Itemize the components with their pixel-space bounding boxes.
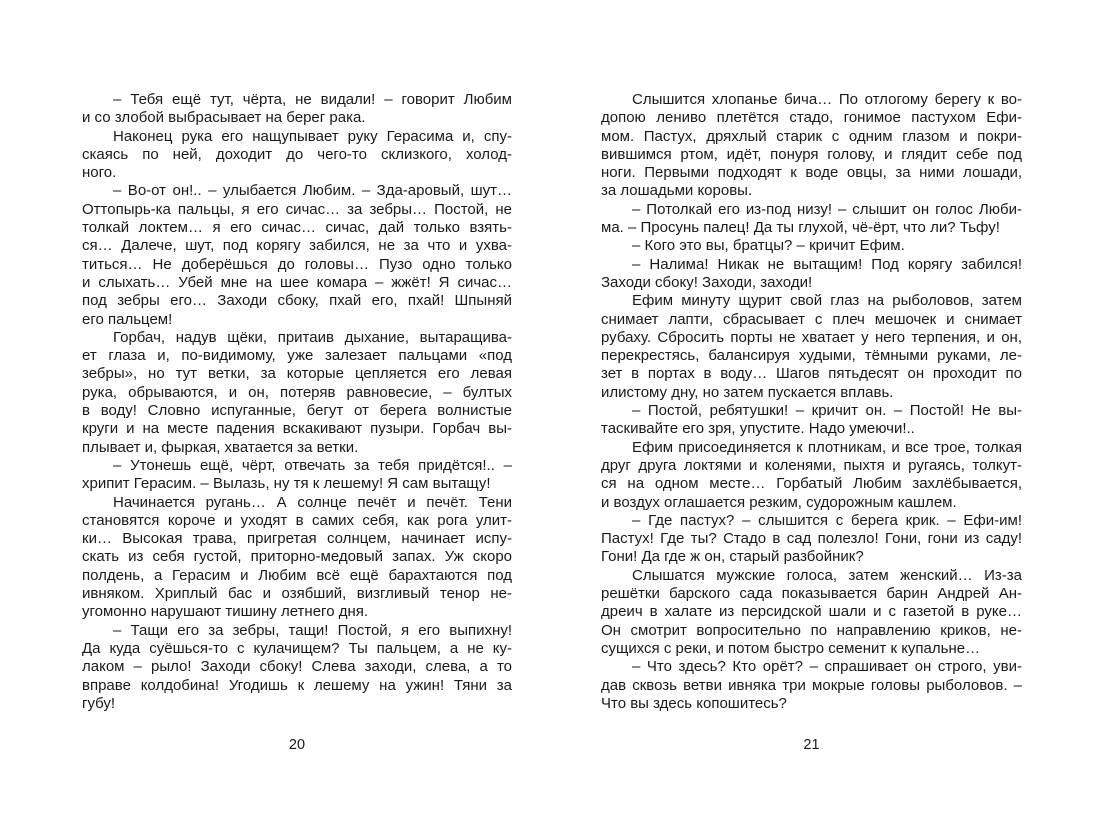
text-line: зебры», но тут ветки, за которые цепляется его левая xyxy=(82,365,512,383)
paragraph xyxy=(82,457,512,494)
text-line: под зебры его… Заходи сбоку, пхай его, пхай! Шпыняй xyxy=(82,292,512,310)
text-line: Горбач, надув щёки, притаив дыхание, вытаращива- xyxy=(113,328,512,346)
text-line: – Тащи его за зебры, тащи! Постой, я его выпихну! xyxy=(113,621,512,639)
text-line: титься… Не доберёшься до головы… Пузо одно только xyxy=(82,255,512,273)
text-line: угомонно нарушают тишину летнего дня. xyxy=(82,603,369,621)
text-line: Слышатся мужские голоса, затем женский… Из-за xyxy=(632,566,1022,584)
page-left-number: 20 xyxy=(288,737,306,753)
text-line: перекрестясь, балансируя худыми, тёмными руками, ле- xyxy=(601,347,1022,365)
text-line: Оттопырь-ка пальцы, я его сичас… за зебры… Постой, не xyxy=(82,200,512,218)
text-line: за лошадьми коровы. xyxy=(601,182,753,200)
text-line: скаясь по ней, доходит до чего-то склизкого, холод- xyxy=(82,145,512,163)
paragraph xyxy=(601,402,1022,439)
text-line: Ефим присоединяется к плотникам, и все трое, толкая xyxy=(632,438,1022,456)
text-line: Что вы здесь копошитесь? xyxy=(601,694,787,712)
page-left-text-column xyxy=(82,91,512,713)
paragraph xyxy=(82,128,512,183)
text-line: Заходи сбоку! Заходи, заходи! xyxy=(601,273,813,291)
text-line: лаком – рыло! Заходи сбоку! Слева заходи, слева, а то xyxy=(82,658,512,676)
text-line: допою лениво плетётся стадо, гонимое пастухом Ефи- xyxy=(601,109,1022,127)
text-line: вправе колдобина! Угодишь к лешему на ужин! Тяни за xyxy=(82,676,512,694)
text-line: и воздух оглашается резким, судорожным кашлем. xyxy=(601,493,957,511)
paragraph xyxy=(601,91,1022,201)
text-line: дреич в халате из персидской шали и с газетой в руке… xyxy=(601,603,1022,621)
text-line: ся на одном месте… Горбатый Любим захлёбывается, xyxy=(601,475,1022,493)
text-line: снимает лапти, сбрасывает с плеч мешочек и снимает xyxy=(601,310,1022,328)
text-line: и слыхать… Убей мне на шее комара – жжёт! Я сичас… xyxy=(82,273,512,291)
text-line: илистому дну, но затем пускается вплавь. xyxy=(601,383,894,401)
text-line: – Налима! Никак не вытащим! Под корягу забился! xyxy=(632,255,1022,273)
text-line: ся… Далече, шут, под корягу забился, не за что и ухва- xyxy=(82,237,512,255)
text-line: таскивайте его зря, упустите. Надо умеючи!.. xyxy=(601,420,915,438)
page-right-number: 21 xyxy=(803,737,820,753)
text-line: его пальцем! xyxy=(82,310,173,328)
text-line: Пастух! Где ты? Стадо в сад полезло! Гони, гони из саду! xyxy=(601,530,1022,548)
text-line: плывает и, фыркая, хватается за ветки. xyxy=(82,438,359,456)
page-right-text-column xyxy=(601,91,1022,713)
paragraph xyxy=(601,658,1022,713)
text-line: рука, обрываются, и он, потеряв равновесие, – бултых xyxy=(82,383,512,401)
text-line: круги и на месте падения вскакивают пузыри. Горбач вы- xyxy=(82,420,512,438)
text-line: Начинается ругань… А солнце печёт и печёт. Тени xyxy=(113,493,512,511)
text-line: и со злобой выбрасывает на берег рака. xyxy=(82,109,366,127)
text-line: толкай локтем… я его сичас… сичас, дай только взять- xyxy=(82,219,512,237)
text-line: ноги. Первыми подходят к воде овцы, за ними лошади, xyxy=(601,164,1022,182)
text-line: ма. – Просунь палец! Да ты глухой, чё-ёрт, что ли? Тьфу! xyxy=(601,219,1000,237)
text-line: вившимся ртом, идёт, понуря голову, и глядит себе под xyxy=(601,145,1022,163)
text-line: – Во-от он!.. – улыбается Любим. – Зда-аровый, шут… xyxy=(113,182,512,200)
text-line: – Постой, ребятушки! – кричит он. – Постой! Не вы- xyxy=(632,402,1022,420)
text-line: в воду! Словно испуганные, бегут от берега волнистые xyxy=(82,402,512,420)
text-line: ки… Высокая трава, пригретая солнцем, начинает испу- xyxy=(82,530,512,548)
text-line: дав сквозь ветви ивняка три мокрые головы рыболовов. – xyxy=(601,676,1022,694)
paragraph xyxy=(601,439,1022,512)
text-line: мом. Пастух, дряхлый старик с одним глазом и покри- xyxy=(601,127,1022,145)
paragraph xyxy=(82,182,512,328)
paragraph xyxy=(601,201,1022,238)
text-line: зет в портах в воду… Шагов пятьдесят он проходит по xyxy=(601,365,1022,383)
text-line: – Потолкай его из-под низу! – слышит он голос Люби- xyxy=(632,200,1022,218)
paragraph xyxy=(601,512,1022,567)
text-line: губу! xyxy=(82,694,116,712)
paragraph xyxy=(601,237,1022,255)
text-line: полдень, а Герасим и Любим всё ещё барахтаются под xyxy=(82,566,512,584)
text-line: – Что здесь? Кто орёт? – спрашивает он строго, уви- xyxy=(632,658,1022,676)
text-line: Слышится хлопанье бича… По отлогому берегу к во- xyxy=(632,91,1022,108)
text-line: – Кого это вы, братцы? – кричит Ефим. xyxy=(632,237,905,255)
text-line: друг друга локтями и коленями, пыхтя и ругаясь, толкут- xyxy=(601,456,1022,474)
text-line: – Где пастух? – слышится с берега крик. – Ефи-им! xyxy=(632,511,1022,529)
text-line: Наконец рука его нащупывает руку Герасима и, спу- xyxy=(113,127,512,145)
text-line: сущихся с реки, и потом быстро семенит к купальне… xyxy=(601,639,981,657)
text-line: скать из себя густой, приторно-медовый запах. Уж скоро xyxy=(82,548,512,566)
text-line: решётки барского сада показывается барин Андрей Ан- xyxy=(601,585,1022,603)
text-line: рубаху. Сбросить порты не хватает у него терпения, и он, xyxy=(601,328,1022,346)
paragraph xyxy=(601,256,1022,293)
paragraph xyxy=(82,91,512,128)
text-line: становятся короче и уходят в самих себя, как рога улит- xyxy=(82,511,512,529)
text-line: Гони! Да где ж он, старый разбойник? xyxy=(601,548,864,566)
paragraph xyxy=(82,329,512,457)
text-line: ного. xyxy=(82,164,117,182)
text-line: ет глаза и, по-видимому, уже залезает пальцами «под xyxy=(82,347,512,365)
text-line: – Тебя ещё тут, чёрта, не видали! – говорит Любим xyxy=(113,91,512,108)
text-line: Ефим минуту щурит свой глаз на рыболовов, затем xyxy=(632,292,1022,310)
paragraph xyxy=(82,622,512,713)
text-line: хрипит Герасим. – Вылазь, ну тя к лешему! Я сам вытащу! xyxy=(82,475,491,493)
text-line: Да куда суёшься-то с кулачищем? Ты пальцем, а не ку- xyxy=(82,639,512,657)
paragraph xyxy=(82,494,512,622)
paragraph xyxy=(601,292,1022,402)
text-line: – Утонешь ещё, чёрт, отвечать за тебя придётся!.. – xyxy=(113,456,512,474)
text-line: ивняком. Хриплый бас и озябший, визгливый тенор не- xyxy=(82,585,512,603)
text-line: Он смотрит вопросительно по направлению криков, не- xyxy=(601,621,1022,639)
paragraph xyxy=(601,567,1022,658)
